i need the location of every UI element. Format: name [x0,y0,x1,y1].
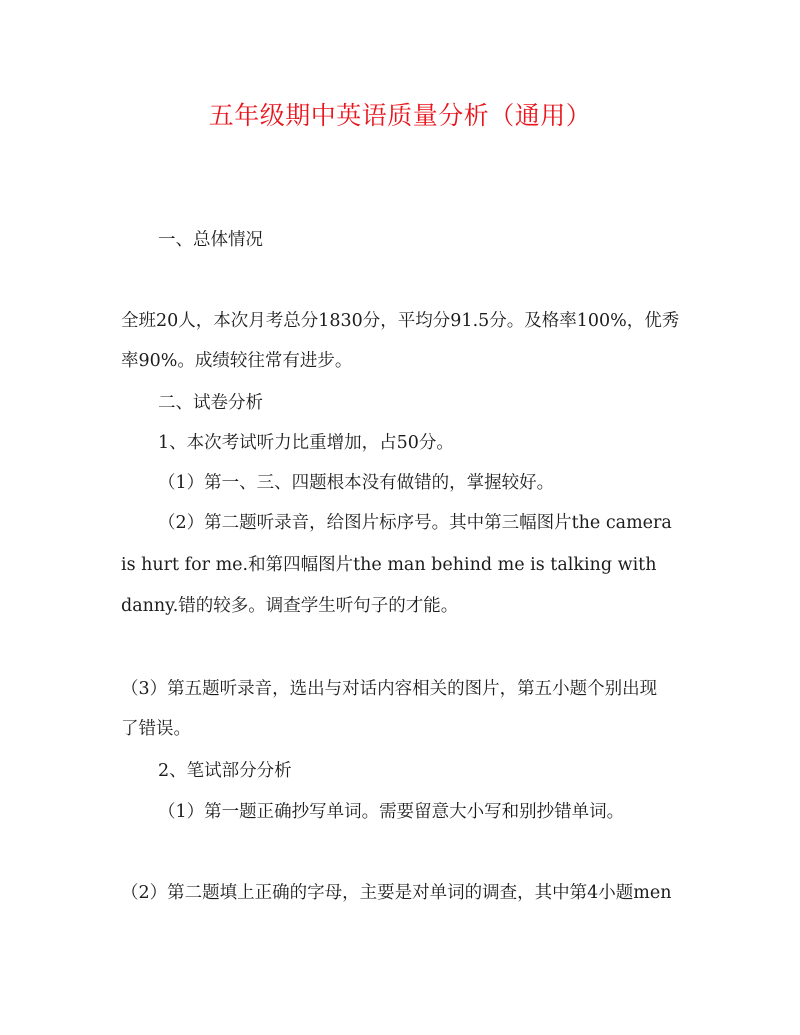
section-heading-overview: 一、总体情况 [158,230,263,250]
paragraph-line: 了错误。 [121,719,191,739]
paragraph-line: （1）第一、三、四题根本没有做错的，掌握较好。 [158,473,555,493]
paragraph-line: （1）第一题正确抄写单词。需要留意大小写和别抄错单词。 [158,802,625,822]
paragraph-line: 全班20人，本次月考总分1830分，平均分91.5分。及格率100%，优秀 [121,311,680,331]
paragraph-line: （3）第五题听录音，选出与对话内容相关的图片，第五小题个别出现 [121,679,658,699]
paragraph-line: danny.错的较多。调查学生听句子的才能。 [121,596,459,616]
section-heading-written-analysis: 2、笔试部分分析 [158,761,292,781]
paragraph-line: 率90%。成绩较往常有进步。 [121,351,353,371]
section-heading-paper-analysis: 二、试卷分析 [158,393,263,413]
paragraph-line: （2）第二题听录音，给图片标序号。其中第三幅图片the camera [158,513,672,533]
document-title: 五年级期中英语质量分析（通用） [208,101,592,130]
paragraph-line: （2）第二题填上正确的字母，主要是对单词的调查，其中第4小题men [121,883,672,903]
paragraph-line: 1、本次考试听力比重增加，占50分。 [158,433,454,453]
paragraph-line: is hurt for me.和第四幅图片the man behind me is talking with [121,555,657,575]
